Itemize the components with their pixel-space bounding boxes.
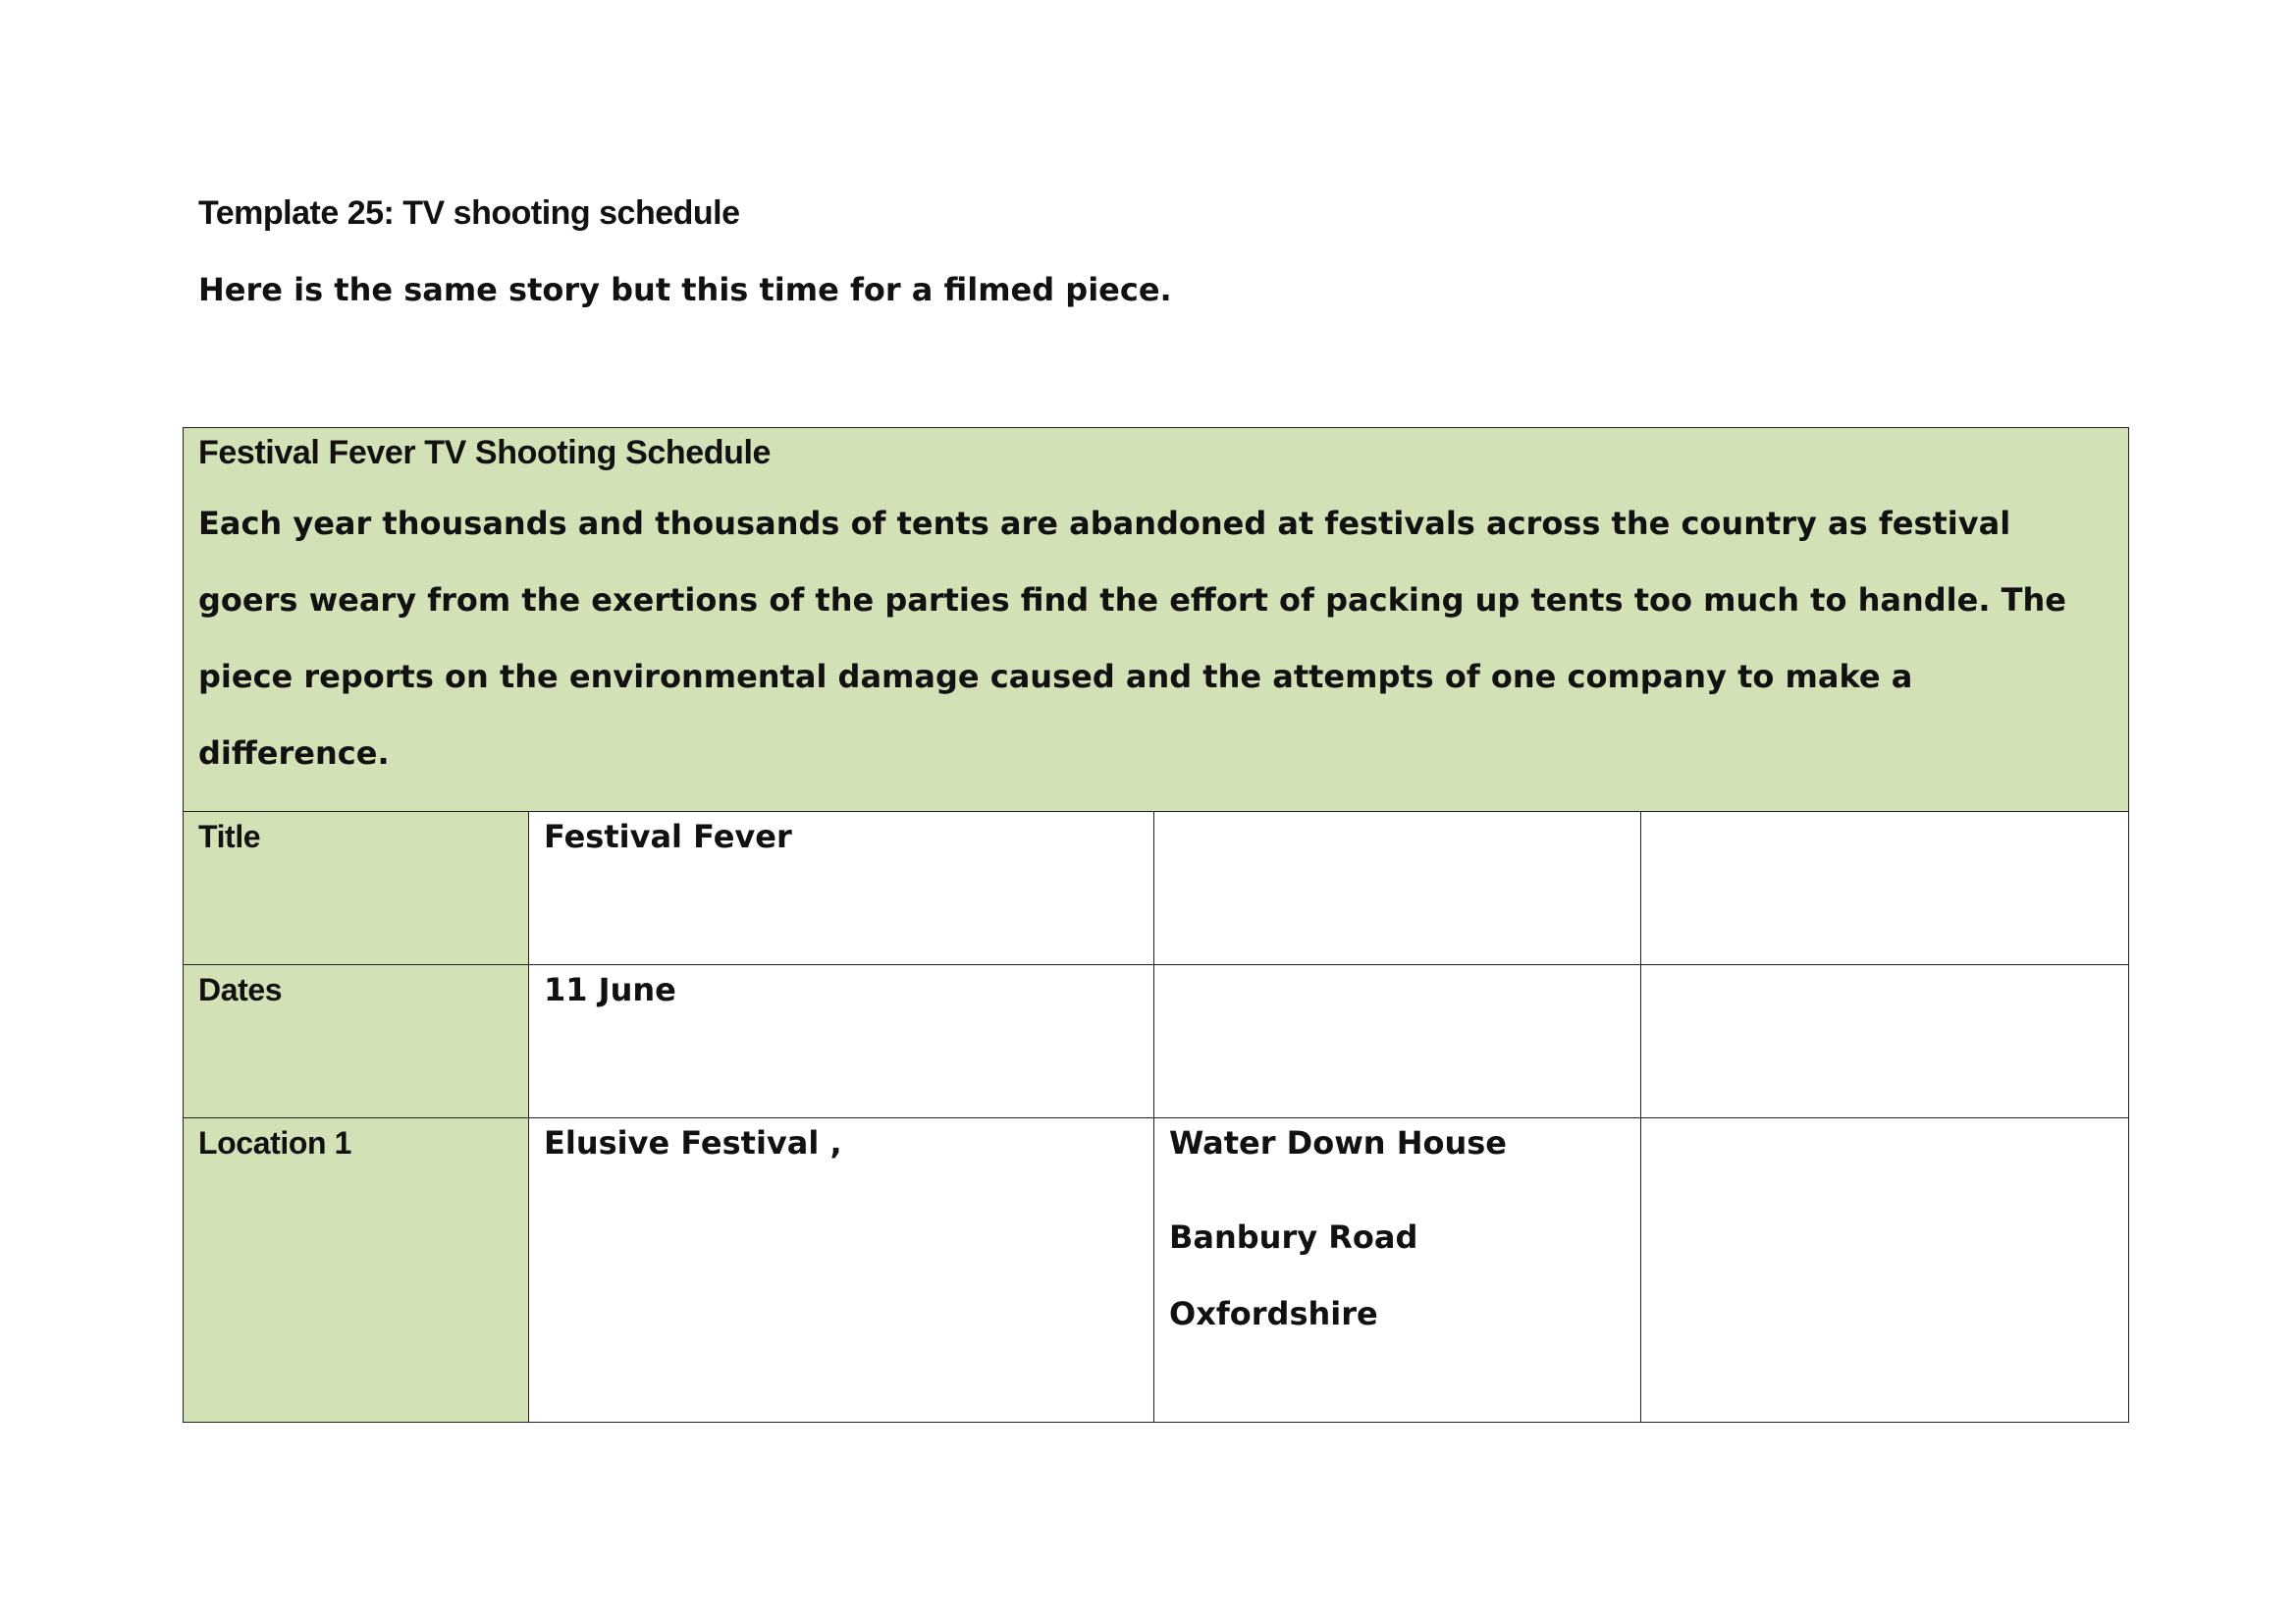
row-value-location-1: Elusive Festival , — [529, 1118, 1154, 1423]
schedule-summary: Each year thousands and thousands of tents are abandoned at festivals across the country as festival goers weary from the exertions of the parties find the effort of packing up tents too much to handle. The piece reports on the environmental damage caused and the attempts of one company to make a difference. — [198, 505, 2066, 772]
row-extra-title-2 — [1641, 812, 2129, 965]
row-value-dates: 11 June — [529, 965, 1154, 1118]
page-title: Template 25: TV shooting schedule — [198, 194, 740, 232]
shooting-schedule-table — [183, 427, 2129, 1423]
row-value-title: Festival Fever — [529, 812, 1154, 965]
address-line-1: Water Down House — [1169, 1124, 1507, 1162]
schedule-heading: Festival Fever TV Shooting Schedule — [198, 434, 772, 471]
location-address — [1154, 1118, 1641, 1423]
intro-text: Here is the same story but this time for a filmed piece. — [198, 271, 1172, 308]
row-extra-dates-1 — [1154, 965, 1641, 1118]
summary-row — [184, 428, 2129, 812]
row-label-location-1: Location 1 — [184, 1118, 529, 1423]
row-extra-title-1 — [1154, 812, 1641, 965]
table-row-location-1 — [184, 1118, 2129, 1423]
table-row-dates — [184, 965, 2129, 1118]
address-line-3: Oxfordshire — [1169, 1295, 1378, 1332]
row-extra-dates-2 — [1641, 965, 2129, 1118]
summary-cell — [184, 428, 2129, 812]
row-extra-location-1 — [1641, 1118, 2129, 1423]
row-label-title: Title — [184, 812, 529, 965]
table-row-title — [184, 812, 2129, 965]
row-label-dates: Dates — [184, 965, 529, 1118]
address-line-2: Banbury Road — [1169, 1218, 1418, 1256]
